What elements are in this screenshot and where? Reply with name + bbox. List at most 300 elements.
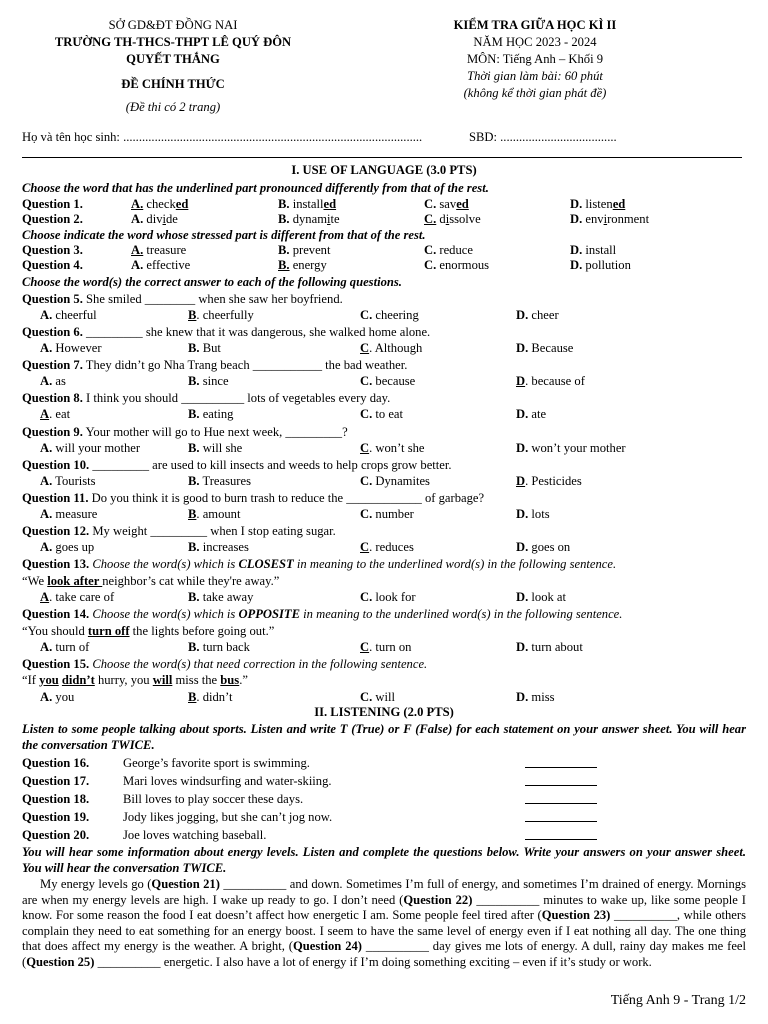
option-letter: D.	[516, 441, 529, 455]
option-text: cheerful	[52, 308, 97, 322]
question-row	[22, 424, 752, 440]
option-text: . amount	[196, 507, 241, 521]
question-row	[22, 523, 752, 539]
option-a	[40, 589, 114, 605]
option-a	[40, 539, 94, 555]
option-b	[188, 539, 249, 555]
question-text: _________ are used to kill insects and weeds to help crops grow better.	[89, 458, 452, 472]
option-letter: B	[188, 308, 197, 322]
option-d	[516, 506, 550, 522]
option-a	[40, 307, 97, 323]
option-letter: B	[188, 507, 197, 521]
question-row	[22, 211, 752, 227]
option-text: Because	[528, 341, 574, 355]
option-text: goes up	[52, 540, 95, 554]
option-b	[278, 196, 336, 212]
option-text: However	[52, 341, 102, 355]
statement-text: Jody likes jogging, but she can’t jog now.	[123, 810, 333, 824]
option-text: de	[166, 212, 178, 226]
option-text: effective	[143, 258, 191, 272]
option-text: install	[289, 197, 324, 211]
option-c	[424, 196, 469, 212]
option-letter: C.	[360, 407, 373, 421]
question-label: Question 10.	[22, 458, 90, 472]
statement-row	[22, 755, 752, 771]
blank-label: Question 25)	[26, 954, 95, 969]
question-label: Question 7.	[22, 358, 83, 372]
option-text: goes on	[528, 540, 571, 554]
listening-paragraph	[22, 877, 746, 971]
paragraph-text: __________ minutes to wake up, like some people I know. For some reason the food I eat doesn’t affect how energetic I am. Some people feel tired after (	[22, 892, 746, 923]
section-title: II. LISTENING (2.0 PTS)	[314, 705, 454, 719]
option-text: te	[330, 212, 340, 226]
question-row	[22, 606, 752, 622]
option-letter: B	[188, 690, 197, 704]
option-b	[188, 440, 242, 456]
section-title: I. USE OF LANGUAGE (3.0 PTS)	[291, 163, 477, 177]
option-text: won’t your mother	[528, 441, 626, 455]
time-note: (không kể thời gian phát đề)	[463, 86, 607, 100]
question-label: Question 6.	[22, 325, 83, 339]
option-d	[516, 307, 559, 323]
sbd-field: SBD: .....................................	[469, 130, 617, 144]
paragraph-text: __________ day gives me lots of energy. A dull, rainy day makes me feel (	[22, 939, 747, 969]
option-a	[40, 473, 96, 489]
question-row	[22, 291, 752, 307]
option-b	[188, 639, 250, 655]
option-letter: A.	[40, 341, 53, 355]
option-c	[360, 689, 395, 705]
option-c	[360, 307, 419, 323]
underlined-word: look after	[47, 574, 103, 588]
option-text: measure	[52, 507, 98, 521]
option-text: pollution	[582, 258, 631, 272]
option-d	[570, 257, 631, 273]
question-text: in meaning to the underlined word(s) in the following sentence.	[300, 607, 623, 621]
divider	[22, 157, 742, 158]
option-b	[188, 689, 233, 705]
option-letter: B.	[188, 540, 200, 554]
question-row	[22, 656, 752, 672]
sentence-row	[22, 672, 752, 688]
option-a	[40, 373, 66, 389]
sentence-row	[22, 573, 752, 589]
question-label: Question 4.	[22, 258, 83, 272]
option-text: turn back	[199, 640, 250, 654]
option-letter: B.	[188, 407, 200, 421]
option-a	[131, 257, 190, 273]
option-c	[360, 639, 411, 655]
option-text: look at	[528, 590, 567, 604]
instruction: Listen to some people talking about sports. Listen and write T (True) or F (False) for each statement on your answer sheet. You will hear the conversation TWICE.	[22, 722, 746, 752]
option-letter: C	[360, 640, 370, 654]
option-text: energy	[289, 258, 327, 272]
option-text: because	[372, 374, 416, 388]
statement-text: George’s favorite sport is swimming.	[123, 756, 310, 770]
option-text: check	[143, 197, 176, 211]
option-letter: D	[516, 474, 526, 488]
option-c	[360, 506, 414, 522]
question-label: Question 9.	[22, 425, 83, 439]
option-letter: D.	[570, 258, 583, 272]
sentence-text: miss the	[172, 673, 221, 687]
option-letter: A.	[131, 258, 144, 272]
question-text: She smiled ________ when she saw her boyfriend.	[82, 292, 343, 306]
statement-row	[22, 809, 752, 825]
option-d	[570, 211, 649, 227]
option-letter: D.	[570, 212, 583, 226]
option-letter: D.	[516, 507, 529, 521]
option-d	[516, 473, 582, 489]
sentence-row	[22, 623, 752, 639]
sentence-text: .”	[239, 673, 248, 687]
option-text: treasure	[143, 243, 187, 257]
question-row	[22, 556, 752, 572]
exam-title: KIỂM TRA GIỮA HỌC KÌ II	[453, 18, 617, 32]
underlined-word: bus	[220, 673, 240, 687]
underlined-part: i	[162, 212, 166, 226]
student-name-field: Họ và tên học sinh: ...............................................................................................	[22, 130, 423, 144]
option-text: . turn on	[369, 640, 412, 654]
option-text: will	[372, 690, 395, 704]
underlined-word: turn off	[87, 624, 130, 638]
option-d	[516, 373, 585, 389]
department: SỞ GD&ĐT ĐỒNG NAI	[108, 18, 238, 32]
option-letter: C	[360, 341, 370, 355]
instruction: Choose indicate the word whose stressed part is different from that of the rest.	[22, 228, 426, 242]
option-letter: C.	[360, 690, 373, 704]
option-c	[360, 406, 403, 422]
underlined-part: i	[327, 212, 331, 226]
underlined-part: ed	[323, 197, 337, 211]
option-text: ate	[528, 407, 547, 421]
blank-label: Question 21)	[151, 877, 220, 891]
time-allowed: Thời gian làm bài: 60 phút	[467, 69, 603, 83]
question-row	[22, 490, 752, 506]
option-letter: D.	[516, 407, 529, 421]
question-row	[22, 357, 752, 373]
option-a	[40, 340, 102, 356]
option-letter: A.	[40, 640, 53, 654]
question-text: I think you should __________ lots of vegetables every day.	[82, 391, 391, 405]
option-text: as	[52, 374, 66, 388]
option-letter: D.	[516, 640, 529, 654]
option-text: look for	[372, 590, 416, 604]
underlined-word: didn’t	[61, 673, 95, 687]
option-b	[188, 589, 253, 605]
answer-line	[525, 839, 597, 840]
instruction: Choose the word that has the underlined part pronounced differently from that of the rest.	[22, 181, 489, 195]
option-text: . take care of	[49, 590, 115, 604]
option-text: turn about	[528, 640, 583, 654]
option-b	[188, 406, 233, 422]
question-row	[22, 242, 752, 258]
option-text: reduce	[436, 243, 473, 257]
option-d	[516, 689, 555, 705]
option-d	[516, 406, 546, 422]
option-a	[131, 211, 178, 227]
option-letter: A	[40, 590, 50, 604]
answer-line	[525, 821, 597, 822]
option-a	[40, 440, 140, 456]
question-row	[22, 390, 752, 406]
sentence-text: hurry, you	[94, 673, 153, 687]
option-letter: A.	[40, 474, 53, 488]
underlined-part: ed	[612, 197, 626, 211]
option-letter: D.	[516, 308, 529, 322]
option-text: ssolve	[449, 212, 481, 226]
option-text: div	[143, 212, 163, 226]
option-letter: A.	[40, 308, 53, 322]
option-c	[360, 539, 414, 555]
option-letter: B.	[188, 474, 200, 488]
option-c	[360, 589, 416, 605]
option-b	[188, 307, 254, 323]
underlined-word: will	[152, 673, 173, 687]
option-letter: D.	[516, 341, 529, 355]
option-letter: C.	[360, 474, 373, 488]
option-letter: A.	[40, 441, 53, 455]
option-text: number	[372, 507, 414, 521]
option-letter: B.	[278, 212, 290, 226]
option-text: . didn’t	[196, 690, 233, 704]
option-text: enormous	[436, 258, 490, 272]
option-letter: C.	[424, 243, 437, 257]
blank-label: Question 24)	[292, 939, 362, 954]
question-row	[22, 196, 752, 212]
option-a	[40, 689, 74, 705]
option-text: miss	[528, 690, 555, 704]
option-text: ronment	[607, 212, 650, 226]
option-d	[516, 440, 626, 456]
question-label: Question 14.	[22, 607, 90, 621]
page-footer: Tiếng Anh 9 - Trang 1/2	[610, 993, 746, 1008]
option-letter: C.	[424, 197, 437, 211]
option-letter: C	[360, 441, 370, 455]
question-label: Question 19.	[22, 810, 90, 824]
option-letter: C.	[360, 590, 373, 604]
underlined-word: you	[39, 673, 59, 687]
option-d	[570, 242, 616, 258]
keyword: CLOSEST	[238, 557, 294, 571]
question-row	[22, 257, 752, 273]
header-right	[397, 17, 673, 102]
option-a	[40, 506, 97, 522]
question-text: Choose the word(s) which is	[89, 557, 239, 571]
option-letter: A.	[131, 212, 144, 226]
option-b	[188, 506, 240, 522]
option-letter: D.	[516, 540, 529, 554]
subject: MÔN: Tiếng Anh – Khối 9	[466, 52, 604, 66]
option-text: . cheerfully	[196, 308, 254, 322]
option-text: listen	[582, 197, 613, 211]
option-letter: D.	[516, 690, 529, 704]
official-label: ĐỀ CHÍNH THỨC	[121, 77, 225, 91]
option-text: . Pesticides	[525, 474, 582, 488]
option-text: But	[199, 341, 221, 355]
question-label: Question 15.	[22, 657, 90, 671]
header-left	[0, 17, 346, 116]
keyword: OPPOSITE	[238, 607, 301, 621]
option-letter: C	[360, 540, 370, 554]
option-letter: B.	[188, 374, 200, 388]
option-letter: C.	[360, 374, 373, 388]
option-text: env	[582, 212, 604, 226]
question-label: Question 13.	[22, 557, 90, 571]
statement-text: Bill loves to play soccer these days.	[123, 792, 304, 806]
option-text: dynam	[289, 212, 327, 226]
question-text: Do you think it is good to burn trash to reduce the ____________ of garbage?	[88, 491, 485, 505]
option-letter: A.	[131, 197, 144, 211]
option-letter: A.	[40, 507, 53, 521]
option-letter: C.	[360, 507, 373, 521]
option-b	[278, 211, 340, 227]
question-row	[22, 457, 752, 473]
page-count: (Đề thi có 2 trang)	[125, 100, 221, 114]
option-b	[278, 257, 327, 273]
option-text: cheering	[372, 308, 419, 322]
statement-row	[22, 827, 752, 843]
paragraph-text: __________ energetic. I also have a lot of energy if I’m doing something exciting – even if it’s study or work.	[94, 954, 652, 969]
option-letter: B.	[188, 441, 200, 455]
question-label: Question 20.	[22, 828, 90, 842]
option-letter: A	[40, 407, 50, 421]
option-c	[424, 257, 489, 273]
answer-line	[525, 803, 597, 804]
option-text: Tourists	[52, 474, 96, 488]
option-letter: B.	[278, 243, 290, 257]
option-letter: A.	[131, 243, 144, 257]
question-row	[22, 324, 752, 340]
option-text: take away	[199, 590, 254, 604]
option-b	[188, 473, 251, 489]
question-text: in meaning to the underlined word(s) in the following sentence.	[293, 557, 617, 571]
option-text: turn of	[52, 640, 90, 654]
option-a	[40, 639, 89, 655]
paragraph-text: __________, while others complain they need to eat something for an energy boost. I seem to have the same level of energy even if I eat nothing all day. The one thing that does affect my energy is the weather. A bright, (	[22, 908, 746, 954]
option-letter: D.	[516, 590, 529, 604]
statement-row	[22, 773, 752, 789]
statement-text: Joe loves watching baseball.	[123, 828, 267, 842]
option-text: . won’t she	[369, 441, 425, 455]
sentence-text: “We	[22, 574, 48, 588]
option-b	[188, 373, 229, 389]
instruction: You will hear some information about energy levels. Listen and complete the questions below. Write your answers on your answer sheet. You will hear the conversation TWICE.	[22, 845, 746, 875]
option-c	[360, 340, 422, 356]
question-label: Question 12.	[22, 524, 90, 538]
question-text: Your mother will go to Hue next week, _________?	[82, 425, 348, 439]
option-d	[516, 539, 570, 555]
option-letter: B.	[278, 258, 290, 272]
sentence-text: “If	[22, 673, 40, 687]
question-label: Question 8.	[22, 391, 83, 405]
option-letter: C.	[424, 212, 437, 226]
paragraph-text: __________ and down. Sometimes I’m full of energy, and sometimes I’m drained of energy. Mornings are when my energy levels are high. I wake up ready to go. I don’t need (	[22, 877, 746, 907]
option-letter: D	[516, 374, 526, 388]
question-label: Question 2.	[22, 212, 83, 226]
option-text: Dynamites	[372, 474, 430, 488]
option-text: since	[199, 374, 229, 388]
answer-line	[525, 785, 597, 786]
option-letter: B.	[188, 640, 200, 654]
option-text: . reduces	[369, 540, 414, 554]
option-d	[516, 589, 566, 605]
option-text: prevent	[289, 243, 331, 257]
option-text: . because of	[525, 374, 585, 388]
blank-label: Question 23)	[541, 908, 611, 923]
school-year: NĂM HỌC 2023 - 2024	[473, 35, 597, 49]
option-text: increases	[199, 540, 249, 554]
underlined-part: i	[445, 212, 450, 226]
option-a	[40, 406, 70, 422]
question-text: They didn’t go Nha Trang beach ___________ the bad weather.	[82, 358, 408, 372]
answer-line	[525, 767, 597, 768]
option-text: Treasures	[199, 474, 251, 488]
option-b	[188, 340, 221, 356]
option-text: install	[582, 243, 617, 257]
option-a	[131, 196, 188, 212]
question-label: Question 18.	[22, 792, 90, 806]
question-text: Choose the word(s) which is	[89, 607, 239, 621]
option-letter: D.	[570, 243, 583, 257]
option-letter: B.	[188, 341, 200, 355]
option-letter: C.	[424, 258, 437, 272]
statement-text: Mari loves windsurfing and water-skiing.	[123, 774, 332, 788]
school-name-2: QUYẾT THẮNG	[126, 52, 220, 66]
option-text: will she	[199, 441, 243, 455]
option-c	[360, 373, 415, 389]
underlined-part: ed	[175, 197, 189, 211]
question-text: _________ she knew that it was dangerous, she walked home alone.	[82, 325, 431, 339]
instruction: Choose the word(s) the correct answer to each of the following questions.	[22, 275, 402, 289]
question-text: Choose the word(s) that need correction in the following sentence.	[89, 657, 428, 671]
option-letter: A.	[40, 690, 53, 704]
question-label: Question 11.	[22, 491, 89, 505]
sentence-text: “You should	[22, 624, 88, 638]
question-text: My weight _________ when I stop eating sugar.	[89, 524, 336, 538]
question-label: Question 17.	[22, 774, 90, 788]
question-label: Question 16.	[22, 756, 90, 770]
school-name: TRƯỜNG TH-THCS-THPT LÊ QUÝ ĐÔN	[54, 35, 292, 49]
underlined-part: ed	[456, 197, 469, 211]
blank-label: Question 22)	[403, 892, 473, 907]
sentence-text: neighbor’s cat while they're away.”	[102, 574, 280, 588]
sentence-text: the lights before going out.”	[129, 624, 275, 638]
option-letter: A.	[40, 540, 53, 554]
option-letter: C.	[360, 308, 373, 322]
statement-row	[22, 791, 752, 807]
option-text: sav	[436, 197, 457, 211]
option-text: . eat	[49, 407, 71, 421]
underlined-part: i	[603, 212, 608, 226]
question-label: Question 3.	[22, 243, 83, 257]
option-c	[360, 440, 425, 456]
option-text: d	[436, 212, 446, 226]
option-letter: B.	[278, 197, 290, 211]
option-d	[516, 639, 583, 655]
paragraph-text: My energy levels go (	[40, 877, 152, 891]
option-a	[131, 242, 186, 258]
option-c	[360, 473, 430, 489]
option-c	[424, 242, 473, 258]
option-letter: D.	[570, 197, 583, 211]
question-label: Question 5.	[22, 292, 83, 306]
question-label: Question 1.	[22, 197, 83, 211]
option-text: . Although	[369, 341, 423, 355]
option-text: you	[52, 690, 75, 704]
option-c	[424, 211, 481, 227]
option-text: will your mother	[52, 441, 141, 455]
